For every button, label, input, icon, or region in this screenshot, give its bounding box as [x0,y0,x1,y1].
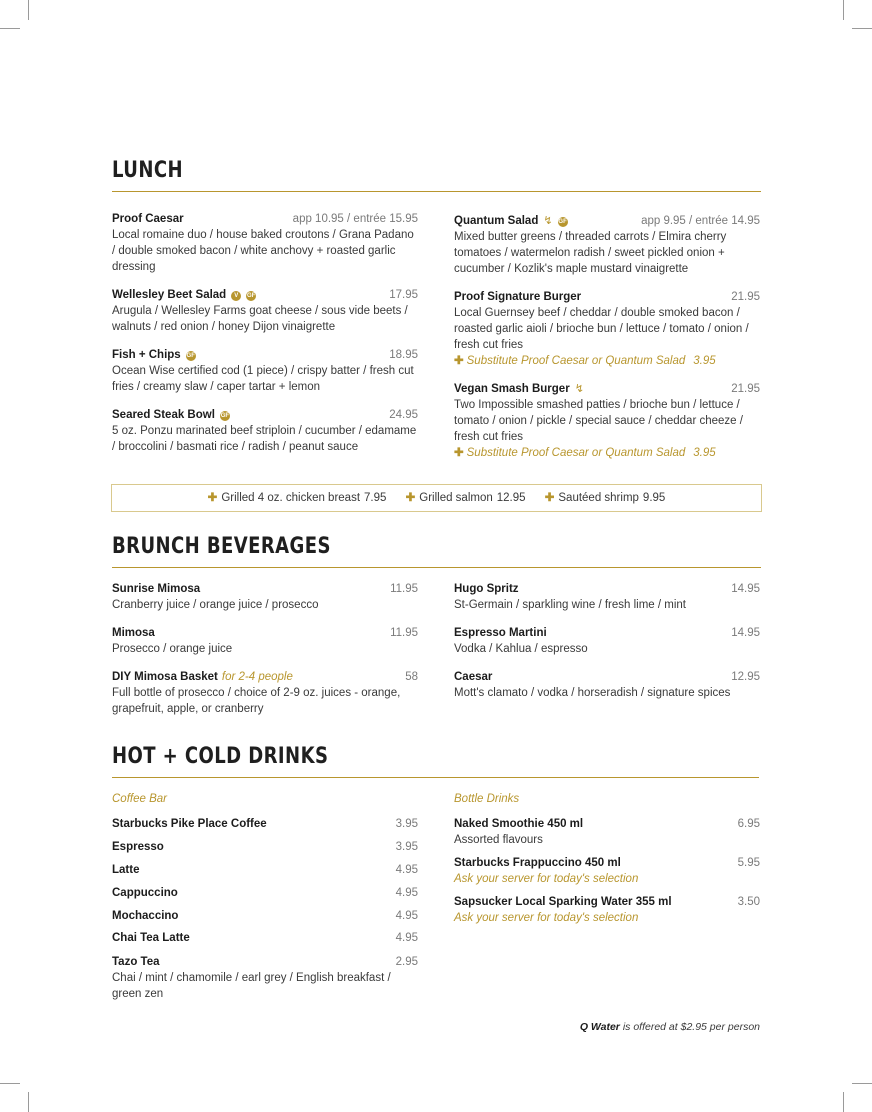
crop-mark [28,0,29,20]
item-head [112,347,418,363]
plus-icon: ✚ [454,355,464,367]
addon-price: 7.95 [364,492,387,504]
section-title-drinks: HOT + COLD DRINKS [112,744,329,769]
plus-icon: ✚ [207,492,218,504]
item-name: Proof Caesar [112,213,184,225]
protein-addons-box [111,484,762,512]
gluten-free-badge-icon: GF [220,413,230,419]
item-name: Chai Tea Latte [112,932,190,944]
beverage-item [112,669,418,717]
item-price: 14.95 [731,627,760,639]
crop-mark [0,28,20,29]
section-rule [112,777,759,778]
addon-price: 9.95 [642,492,666,504]
plus-icon: ✚ [405,492,416,504]
item-price: 12.95 [731,671,760,683]
item-description: Cranberry juice / orange juice / prosecco [112,599,319,611]
item-price: 4.95 [395,864,418,876]
item-description: Local romaine duo / house baked croutons / Grana Padano / double smoked bacon / white anchovy + roasted garlic dressing [112,229,414,273]
item-name: Vegan Smash Burger [454,383,570,395]
item-description: Full bottle of prosecco / choice of 2-9 oz. juices - orange, grapefruit, apple, or cranberry [112,687,401,715]
item-price: 11.95 [390,583,418,595]
item-price: 5.95 [737,857,760,869]
item-head [112,885,418,901]
gluten-free-badge-icon: GF [186,353,195,359]
beverage-item [454,625,760,657]
item-name: Starbucks Pike Place Coffee [112,818,267,830]
drink-item [112,862,418,878]
crop-mark [852,1083,872,1084]
item-head [112,930,418,946]
item-head [454,894,760,910]
item-description: Prosecco / orange juice [112,643,233,655]
item-name: Starbucks Frappuccino 450 ml [454,857,621,869]
item-description: Mott's clamato / vodka / horseradish / signature spices [454,687,731,699]
addon-label: Grilled 4 oz. chicken breast [221,492,361,504]
item-price: 58 [405,671,418,683]
item-head [454,213,760,229]
section-title-lunch: LUNCH [112,158,183,183]
item-head [454,625,760,641]
item-name: Wellesley Beet Salad [112,289,227,301]
item-name: Mimosa [112,627,155,639]
drink-item [112,954,418,1002]
item-price: 3.50 [737,896,760,908]
vegan-bolt-icon: ↯ [574,383,584,395]
item-name: Sapsucker Local Sparking Water 355 ml [454,896,672,908]
plus-icon: ✚ [454,447,464,459]
crop-mark [843,0,844,20]
drink-item [454,816,760,848]
vegetarian-badge-icon: V [231,291,241,301]
section-rule [112,567,761,568]
section-rule [112,191,761,192]
water-footnote [580,1021,760,1033]
item-note: Ask your server for today's selection [454,912,639,924]
item-name: Sunrise Mimosa [112,583,201,595]
menu-item [112,407,418,455]
item-price: 6.95 [737,818,760,830]
vegan-bolt-icon: ↯ [543,215,553,227]
substitute-text: Substitute Proof Caesar or Quantum Salad [466,447,686,459]
substitute-price: 3.95 [693,355,716,367]
item-name: Proof Signature Burger [454,291,582,303]
bottle-drinks-heading: Bottle Drinks [454,793,520,805]
footnote-text: is offered at $2.95 per person [622,1021,760,1033]
item-name: DIY Mimosa Basket [112,671,218,683]
item-name: Caesar [454,671,493,683]
item-description: Mixed butter greens / threaded carrots / Elmira cherry tomatoes / watermelon radish / sweet pickled onion + cucumber / Kozlik's maple mustard vinaigrette [454,231,727,275]
item-head [112,954,418,970]
item-head [112,407,418,423]
gluten-free-badge-icon: GF [558,219,567,225]
addon-label: Grilled salmon [419,492,493,504]
substitute-price: 3.95 [693,447,716,459]
crop-mark [0,1083,20,1084]
item-price: 4.95 [395,932,418,944]
beverage-item [112,625,418,657]
item-description: St-Germain / sparkling wine / fresh lime / mint [454,599,686,611]
item-name: Hugo Spritz [454,583,519,595]
item-name: Tazo Tea [112,956,160,968]
addon-item [208,492,387,504]
item-price: 24.95 [389,409,418,421]
item-head [112,908,418,924]
item-serving-note: for 2-4 people [221,671,293,683]
beverage-item [454,581,760,613]
plus-icon: ✚ [544,492,555,504]
item-price: 21.95 [731,291,760,303]
item-name: Espresso [112,841,164,853]
menu-item [112,347,418,395]
substitute-note [454,445,760,461]
footnote-bold: Q Water [579,1021,620,1033]
item-head [454,581,760,597]
gluten-free-badge-icon: GF [247,293,256,299]
item-note: Ask your server for today's selection [454,873,639,885]
item-head [112,669,418,685]
item-price: 21.95 [731,383,760,395]
item-name: Espresso Martini [454,627,547,639]
item-name: Quantum Salad [454,215,539,227]
item-head [112,862,418,878]
item-head [112,625,418,641]
item-price: app 10.95 / entrée 15.95 [292,213,418,225]
menu-item [112,287,418,335]
item-description: Chai / mint / chamomile / earl grey / English breakfast / green zen [112,972,391,1000]
coffee-bar-heading: Coffee Bar [112,793,167,805]
item-head [454,855,760,871]
item-price: 14.95 [731,583,760,595]
drink-item [454,855,760,887]
item-head [454,289,760,305]
item-price: app 9.95 / entrée 14.95 [641,215,760,227]
substitute-text: Substitute Proof Caesar or Quantum Salad [466,355,686,367]
drink-item [112,930,418,946]
item-price: 4.95 [395,910,418,922]
drink-item [112,908,418,924]
item-price: 17.95 [389,289,418,301]
beverage-item [112,581,418,613]
item-head [112,816,418,832]
menu-item [454,381,760,461]
item-head [454,816,760,832]
item-head [112,211,418,227]
item-name: Fish + Chips [112,349,181,361]
crop-mark [852,28,872,29]
menu-item [454,289,760,369]
item-head [112,287,418,303]
item-description: Vodka / Kahlua / espresso [454,643,588,655]
item-head [454,381,760,397]
item-name: Seared Steak Bowl [112,409,215,421]
item-head [454,669,760,685]
item-name: Mochaccino [112,910,179,922]
item-description: Ocean Wise certified cod (1 piece) / crispy batter / fresh cut fries / creamy slaw / caper tartar + lemon [112,365,414,393]
item-description: Assorted flavours [454,834,543,846]
item-price: 3.95 [395,818,418,830]
item-head [112,839,418,855]
addon-item [406,492,526,504]
drink-item [112,816,418,832]
item-name: Cappuccino [112,887,178,899]
drink-item [112,839,418,855]
substitute-note [454,353,760,369]
item-description: Two Impossible smashed patties / brioche bun / lettuce / tomato / onion / pickle / special sauce / cheddar cheeze / fresh cut fries [454,399,743,443]
item-name: Latte [112,864,140,876]
item-price: 3.95 [395,841,418,853]
addon-label: Sautéed shrimp [558,492,639,504]
item-name: Naked Smoothie 450 ml [454,818,584,830]
beverage-item [454,669,760,701]
menu-item [454,213,760,277]
crop-mark [843,1092,844,1112]
item-price: 18.95 [389,349,418,361]
item-description: 5 oz. Ponzu marinated beef striploin / cucumber / edamame / broccolini / basmati rice / radish / peanut sauce [112,425,417,453]
item-price: 4.95 [395,887,418,899]
item-description: Local Guernsey beef / cheddar / double smoked bacon / roasted garlic aioli / brioche bun / lettuce / tomato / onion / fresh cut fries [454,307,749,351]
menu-item [112,211,418,275]
drink-item [112,885,418,901]
item-price: 2.95 [395,956,418,968]
item-head [112,581,418,597]
drink-item [454,894,760,926]
item-price: 11.95 [390,627,418,639]
crop-mark [28,1092,29,1112]
item-description: Arugula / Wellesley Farms goat cheese / sous vide beets / walnuts / red onion / honey Dijon vinaigrette [112,305,408,333]
addon-item [545,492,666,504]
section-title-brunch: BRUNCH BEVERAGES [112,534,331,559]
addon-price: 12.95 [496,492,526,504]
